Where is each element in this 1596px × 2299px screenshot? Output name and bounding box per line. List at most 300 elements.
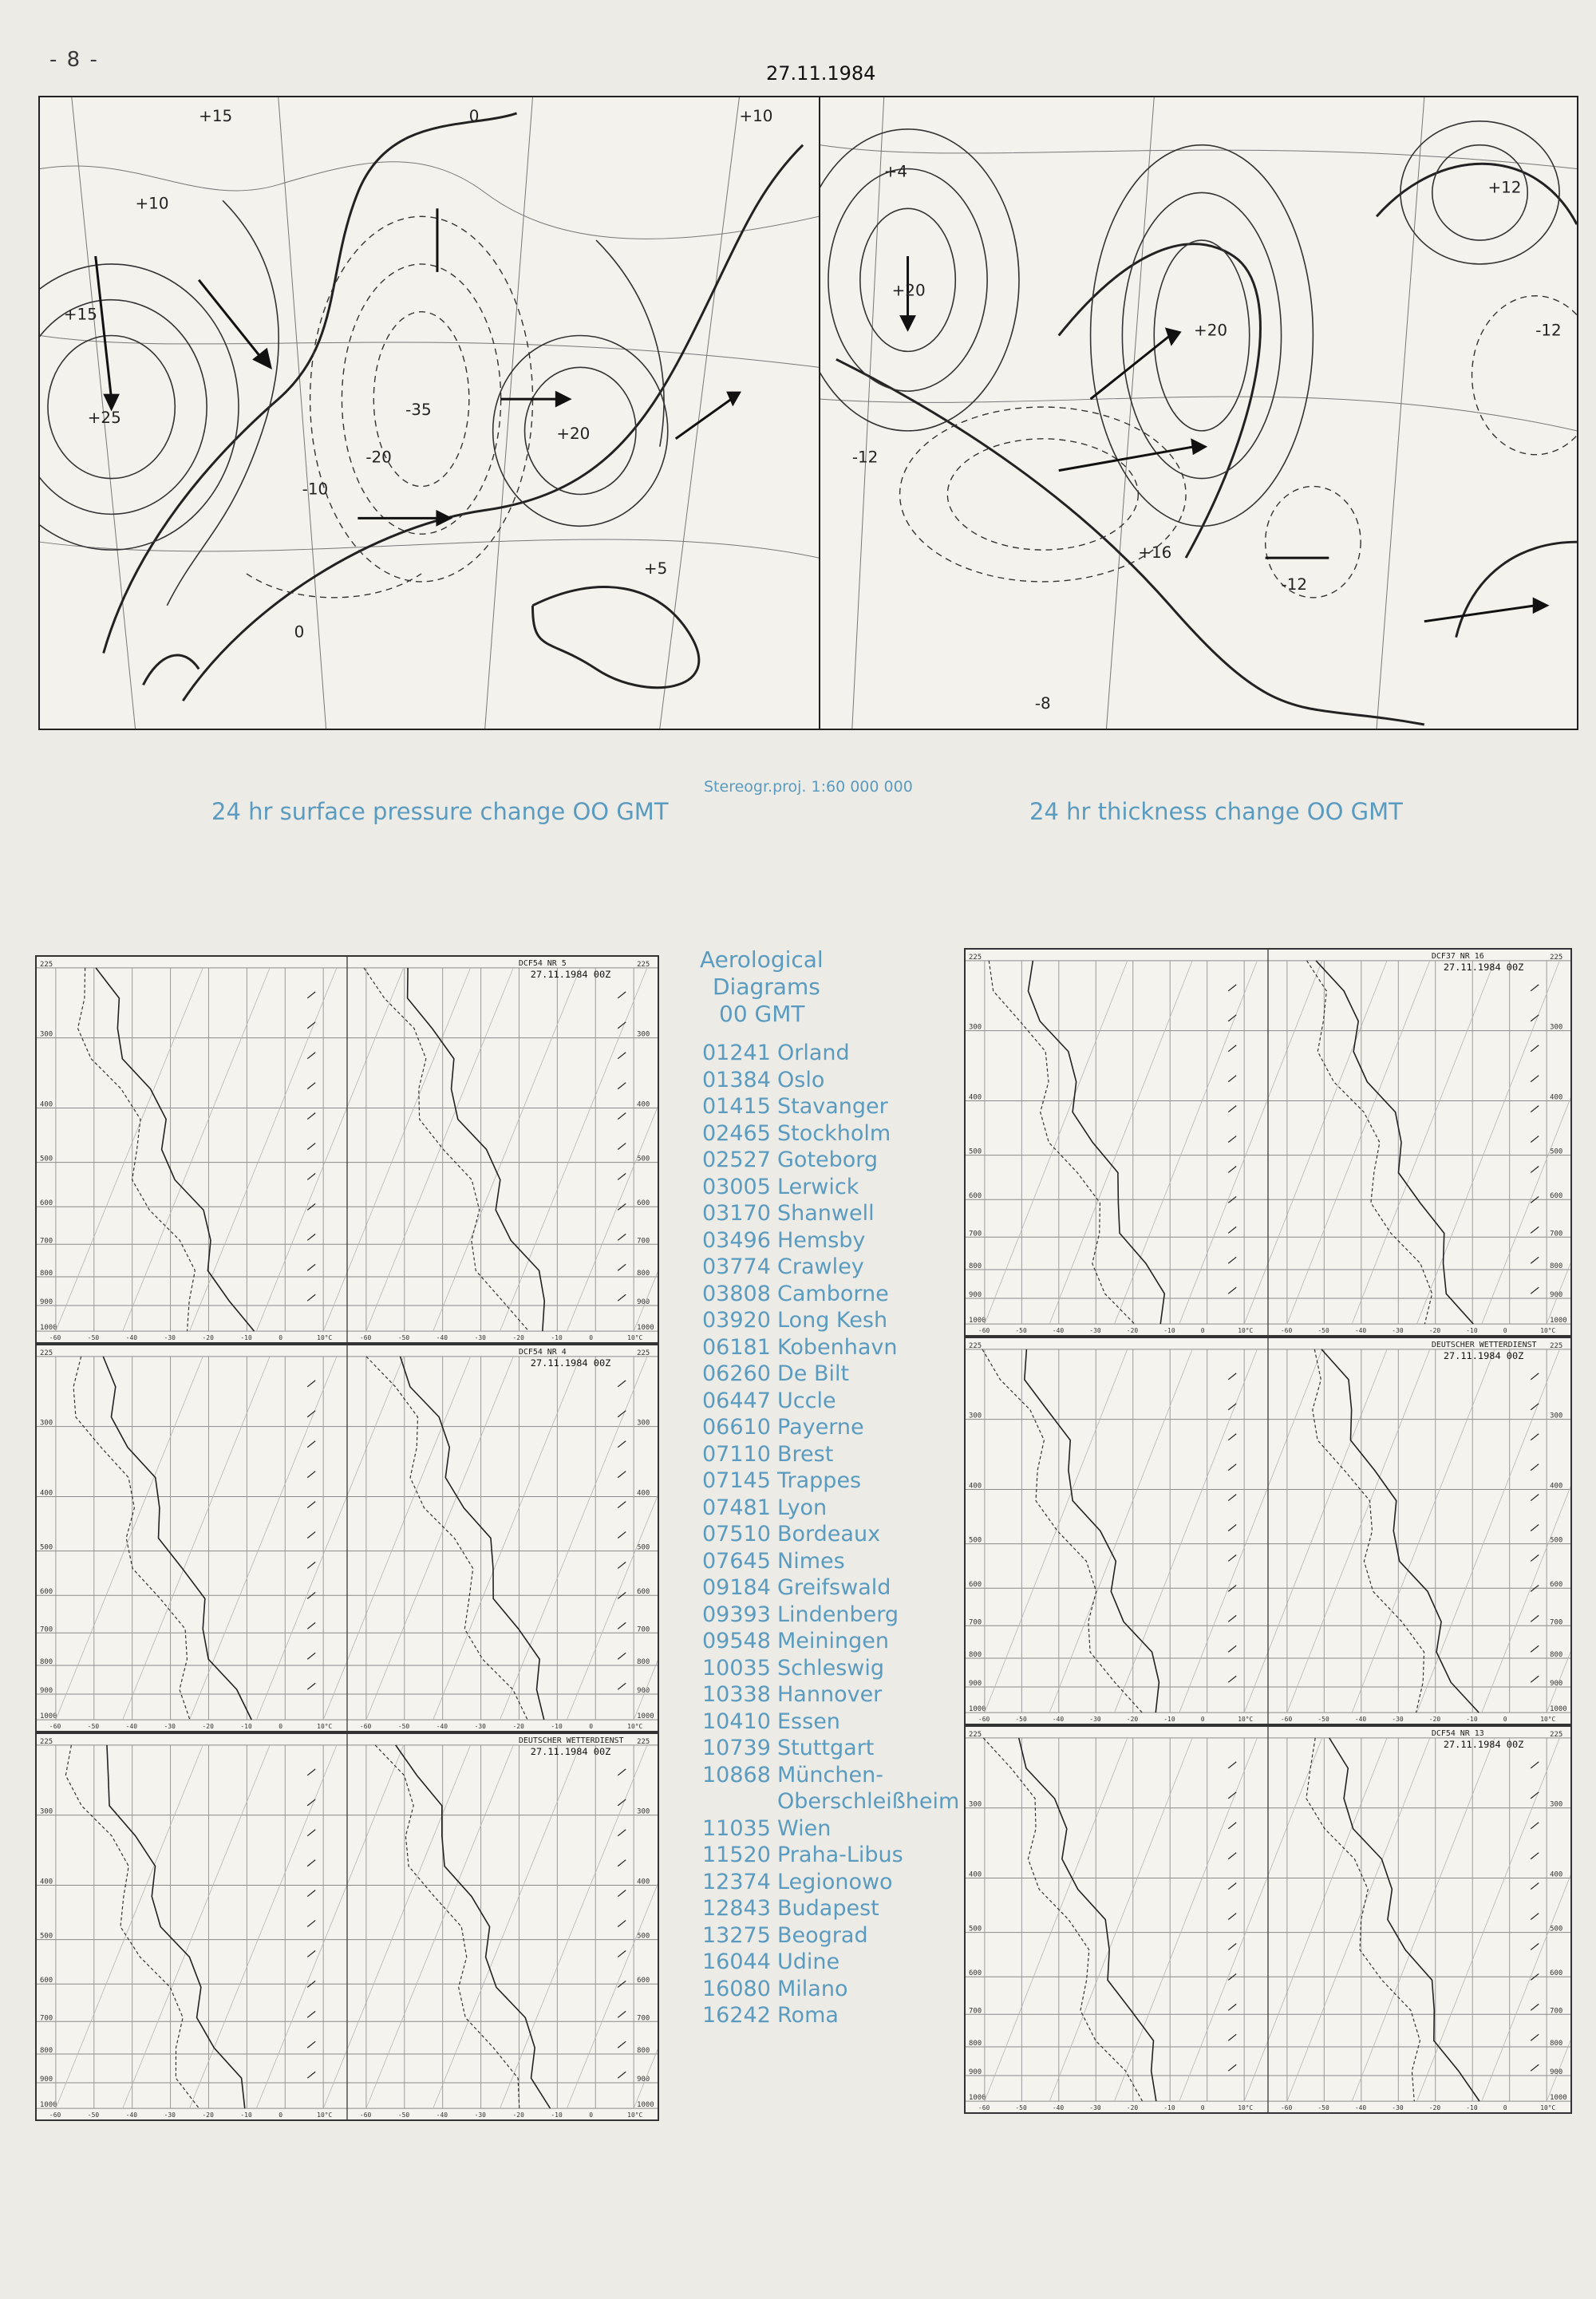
temperature-label: 10°C: [1238, 1327, 1254, 1335]
wind-barb: [307, 1022, 315, 1029]
wind-barb: [307, 1799, 315, 1806]
pressure-label: 225: [39, 960, 53, 969]
station-code: 11035: [702, 1815, 771, 1841]
pressure-label: 300: [637, 1807, 650, 1816]
pressure-label: 600: [1550, 1581, 1563, 1590]
wind-barb: [307, 1921, 315, 1927]
pressure-label: 225: [637, 1349, 650, 1357]
temperature-label: -40: [1052, 1716, 1065, 1724]
svg-text:+4: +4: [883, 162, 908, 181]
station-row: [702, 1227, 959, 1254]
station-name: Stuttgart: [777, 1736, 875, 1760]
temperature-label: -10: [240, 1334, 252, 1342]
temperature-label: -30: [164, 1723, 176, 1731]
temperature-label: -30: [474, 1723, 486, 1731]
wind-barb: [307, 2072, 315, 2078]
station-name: Camborne: [777, 1281, 889, 1306]
diagram-timestamp: 27.11.1984 00Z: [530, 968, 611, 980]
wind-barb: [1228, 1106, 1236, 1112]
diagram-header: DCF54 NR 4: [518, 1347, 567, 1357]
wind-barb: [307, 2041, 315, 2048]
pressure-label: 600: [1550, 1192, 1563, 1201]
pressure-label: 500: [1550, 1148, 1563, 1156]
svg-text:+20: +20: [891, 281, 926, 300]
pressure-label: 225: [637, 960, 650, 969]
projection-note: Stereogr.proj. 1:60 000 000: [704, 778, 913, 796]
station-name: De Bilt: [777, 1361, 850, 1386]
temperature-label: -50: [1317, 1327, 1329, 1335]
temperature-label: -10: [1466, 1716, 1478, 1724]
station-row: [702, 1040, 959, 1067]
pressure-label: 900: [39, 1686, 53, 1695]
temperature-label: -30: [164, 1334, 176, 1342]
temperature-label: -20: [1126, 1327, 1139, 1335]
wind-barb: [1531, 1167, 1539, 1173]
pressure-label: 500: [968, 1148, 982, 1156]
svg-text:+16: +16: [1138, 543, 1172, 563]
aerological-diagram-L1: [37, 957, 658, 1342]
pressure-label: 500: [968, 1536, 982, 1545]
pressure-label: 500: [39, 1932, 53, 1941]
station-row: [702, 1147, 959, 1174]
pressure-label: 800: [637, 1270, 650, 1278]
wind-barb: [1531, 1762, 1539, 1768]
wind-barb: [1531, 1853, 1539, 1859]
temperature-label: -60: [49, 2111, 61, 2119]
station-name: Schleswig: [777, 1655, 884, 1681]
temperature-label: 0: [279, 2111, 283, 2119]
wind-barb: [1228, 1495, 1236, 1501]
temperature-label: -50: [1015, 1716, 1027, 1724]
wind-barb: [1531, 1404, 1539, 1410]
pressure-label: 1000: [1550, 2094, 1567, 2103]
wind-barb: [1228, 1167, 1236, 1173]
diagram-timestamp: 27.11.1984 00Z: [1443, 1349, 1524, 1361]
wind-barb: [1228, 1076, 1236, 1082]
svg-text:0: 0: [468, 106, 480, 125]
pressure-label: 600: [39, 1588, 53, 1597]
station-row: [702, 1708, 959, 1736]
station-row: [702, 1414, 959, 1441]
svg-text:-20: -20: [365, 448, 392, 467]
pressure-label: 1000: [637, 1324, 654, 1333]
wind-barb: [1531, 1792, 1539, 1799]
wind-barb: [1531, 2004, 1539, 2010]
wind-barb: [1228, 1676, 1236, 1682]
wind-barb: [307, 1830, 315, 1836]
wind-barb: [618, 1471, 626, 1478]
diagram-header: DEUTSCHER WETTERDIENST: [518, 1736, 624, 1745]
wind-barb: [1228, 1015, 1236, 1021]
pressure-label: 225: [968, 1730, 982, 1739]
pressure-label: 400: [637, 1100, 650, 1109]
temperature-label: 0: [1200, 1327, 1205, 1335]
temperature-label: -50: [397, 1334, 410, 1342]
wind-barb: [618, 1799, 626, 1806]
pressure-label: 700: [39, 1625, 53, 1634]
pressure-label: 400: [39, 1878, 53, 1886]
station-code: 10338: [702, 1682, 771, 1707]
temperature-label: 10°C: [1540, 2104, 1556, 2112]
wind-barb: [307, 1951, 315, 1957]
pressure-label: 1000: [1550, 1705, 1567, 1714]
pressure-label: 700: [39, 2014, 53, 2023]
station-code: 10410: [702, 1708, 771, 1734]
wind-barb: [1531, 1645, 1539, 1652]
pressure-label: 300: [1550, 1800, 1563, 1809]
temperature-label: -40: [1052, 1327, 1065, 1335]
station-name: München-: [777, 1762, 883, 1787]
pressure-label: 500: [1550, 1925, 1563, 1934]
diagram-header: DCF54 NR 13: [1431, 1728, 1484, 1738]
wind-barb: [307, 1860, 315, 1866]
station-row: [702, 1895, 959, 1922]
svg-text:-8: -8: [1034, 694, 1051, 713]
pressure-label: 900: [968, 2068, 982, 2076]
temperature-label: -30: [1089, 2104, 1101, 2112]
page-number: - 8 -: [49, 48, 99, 72]
wind-barb: [618, 1830, 626, 1836]
wind-barb: [1228, 1914, 1236, 1920]
station-row: [702, 1762, 959, 1789]
pressure-label: 900: [637, 1686, 650, 1695]
wind-barb: [307, 992, 315, 998]
temperature-label: 0: [1200, 1716, 1205, 1724]
station-code: 07145: [702, 1468, 771, 1493]
station-name: Wien: [777, 1815, 832, 1841]
pressure-label: 300: [637, 1419, 650, 1428]
temperature-label: 10°C: [1540, 1716, 1556, 1724]
station-row: [702, 1922, 959, 1949]
temperature-label: -40: [1354, 2104, 1367, 2112]
wind-barb: [1531, 1045, 1539, 1052]
station-name: Hemsby: [777, 1227, 866, 1253]
svg-text:+20: +20: [1194, 321, 1228, 340]
aerological-diagram-panel: [964, 1337, 1572, 1725]
pressure-label: 1000: [39, 1712, 57, 1721]
wind-barb: [1228, 1792, 1236, 1799]
temperature-label: -60: [978, 1327, 990, 1335]
aerological-diagram-panel: [964, 948, 1572, 1337]
temperature-label: -40: [436, 1334, 448, 1342]
wind-barb: [618, 1083, 626, 1089]
aerological-diagram-R2: [966, 1338, 1570, 1724]
svg-text:-35: -35: [405, 400, 432, 419]
aerological-diagram-R1: [966, 950, 1570, 1335]
pressure-label: 300: [968, 1023, 982, 1032]
pressure-label: 300: [39, 1807, 53, 1816]
station-name: Roma: [777, 2003, 839, 2028]
station-row: [702, 1681, 959, 1708]
wind-barb: [1228, 1045, 1236, 1052]
wind-barb: [1228, 1853, 1236, 1859]
temperature-label: 10°C: [627, 2111, 643, 2119]
temperature-label: -50: [87, 1723, 100, 1731]
wind-barb: [307, 1471, 315, 1478]
wind-barb: [1531, 1823, 1539, 1829]
temperature-label: -20: [1126, 2104, 1139, 2112]
pressure-label: 225: [39, 1349, 53, 1357]
wind-barb: [618, 1769, 626, 1776]
pressure-label: 1000: [39, 1324, 57, 1333]
temperature-label: 10°C: [1540, 1327, 1556, 1335]
temperature-label: -50: [1317, 1716, 1329, 1724]
temperature-label: 0: [589, 2111, 594, 2119]
wind-barb: [618, 1860, 626, 1866]
wind-barb: [1531, 1495, 1539, 1501]
station-name: Crawley: [777, 1254, 864, 1279]
temperature-label: -60: [978, 2104, 990, 2112]
wind-barb: [1531, 1434, 1539, 1440]
pressure-label: 900: [39, 2075, 53, 2084]
wind-barb: [618, 1562, 626, 1569]
wind-barb: [618, 2011, 626, 2017]
pressure-label: 1000: [637, 1712, 654, 1721]
station-row: [702, 1655, 959, 1682]
station-code: 06181: [702, 1334, 771, 1360]
temperature-label: -10: [240, 2111, 252, 2119]
wind-barb: [307, 1411, 315, 1417]
station-row: [702, 1869, 959, 1896]
pressure-label: 225: [39, 1737, 53, 1746]
temperature-label: -20: [1428, 2104, 1441, 2112]
wind-barb: [1228, 1287, 1236, 1294]
wind-barb: [618, 1264, 626, 1270]
temperature-label: -10: [551, 1334, 563, 1342]
wind-barb: [1531, 1914, 1539, 1920]
wind-barb: [1228, 1227, 1236, 1233]
station-row: [702, 1093, 959, 1120]
station-code: 07481: [702, 1495, 771, 1520]
station-code: 12843: [702, 1896, 771, 1921]
station-code: 09548: [702, 1629, 771, 1653]
aerological-diagram-L3: [37, 1734, 658, 2119]
temperature-label: -20: [1428, 1716, 1441, 1724]
station-name: Legionowo: [777, 1869, 893, 1894]
station-row: [702, 1200, 959, 1227]
wind-barb: [307, 1113, 315, 1120]
station-code: 02465: [702, 1120, 771, 1146]
aerological-time: 00 GMT: [719, 1001, 805, 1027]
station-name: Kobenhavn: [777, 1334, 898, 1360]
temperature-label: -60: [1280, 2104, 1293, 2112]
svg-text:+12: +12: [1487, 178, 1522, 197]
diagram-header: DEUTSCHER WETTERDIENST: [1431, 1340, 1537, 1349]
temperature-label: 0: [279, 1723, 283, 1731]
wind-barb: [307, 1769, 315, 1776]
wind-barb: [307, 1622, 315, 1629]
temperature-label: -40: [1354, 1327, 1367, 1335]
pressure-label: 800: [637, 1658, 650, 1667]
wind-barb: [307, 1653, 315, 1659]
temperature-label: -10: [1466, 1327, 1478, 1335]
wind-barb: [1228, 1373, 1236, 1380]
station-code: 03496: [702, 1227, 771, 1253]
pressure-label: 300: [1550, 1412, 1563, 1420]
svg-text:+15: +15: [199, 106, 233, 125]
pressure-label: 1000: [968, 1705, 986, 1714]
pressure-label: 700: [1550, 1230, 1563, 1238]
diagram-timestamp: 27.11.1984 00Z: [1443, 1738, 1524, 1750]
station-row: [702, 1521, 959, 1548]
station-name: Stavanger: [777, 1094, 888, 1119]
svg-text:-10: -10: [302, 480, 329, 499]
station-row: [702, 1495, 959, 1522]
station-name: Lindenberg: [777, 1602, 899, 1627]
temperature-label: -10: [551, 2111, 563, 2119]
wind-barb: [1531, 1015, 1539, 1021]
wind-barb: [307, 2011, 315, 2017]
svg-text:+10: +10: [135, 194, 169, 213]
wind-barb: [1531, 2064, 1539, 2071]
pressure-label: 600: [1550, 1969, 1563, 1978]
temperature-label: -40: [125, 1334, 138, 1342]
left-map-caption: 24 hr surface pressure change OO GMT: [211, 798, 669, 825]
svg-text:+15: +15: [63, 305, 97, 324]
wind-barb: [307, 1532, 315, 1539]
pressure-label: 800: [968, 1651, 982, 1660]
station-code: 12374: [702, 1869, 771, 1894]
pressure-label: 700: [637, 2014, 650, 2023]
pressure-label: 600: [39, 1977, 53, 1985]
station-code: 10035: [702, 1655, 771, 1681]
diagram-timestamp: 27.11.1984 00Z: [530, 1357, 611, 1369]
pressure-label: 400: [39, 1489, 53, 1498]
station-code: 10739: [702, 1736, 771, 1760]
svg-text:+25: +25: [87, 408, 121, 427]
wind-barb: [618, 1022, 626, 1029]
pressure-label: 600: [637, 1199, 650, 1208]
wind-barb: [1531, 1525, 1539, 1531]
pressure-label: 700: [1550, 1618, 1563, 1627]
station-row: [702, 1334, 959, 1361]
wind-barb: [1228, 985, 1236, 991]
pressure-label: 225: [637, 1737, 650, 1746]
pressure-label: 500: [637, 1932, 650, 1941]
station-row: [702, 1602, 959, 1629]
wind-barb: [1531, 985, 1539, 991]
temperature-label: -20: [202, 2111, 214, 2119]
wind-barb: [618, 1381, 626, 1387]
station-name: Nimes: [777, 1548, 845, 1574]
pressure-label: 700: [1550, 2007, 1563, 2016]
station-code: 06447: [702, 1388, 771, 1413]
station-name: Beograd: [777, 1922, 868, 1948]
station-name: Shanwell: [777, 1201, 875, 1226]
pressure-label: 400: [968, 1482, 982, 1491]
station-name: Orland: [777, 1041, 850, 1065]
wind-barb: [1228, 1404, 1236, 1410]
temperature-label: 10°C: [627, 1723, 643, 1731]
station-code: 03005: [702, 1174, 771, 1199]
temperature-label: 10°C: [317, 2111, 333, 2119]
station-name: Lyon: [777, 1495, 828, 1520]
temperature-label: 0: [1503, 1327, 1507, 1335]
aerological-diagram-panel: [35, 1344, 659, 1732]
station-code: 09184: [702, 1575, 771, 1600]
diagram-header: DCF54 NR 5: [518, 958, 567, 968]
station-code: 10868: [702, 1762, 771, 1787]
pressure-label: 300: [39, 1030, 53, 1039]
pressure-label: 800: [968, 2040, 982, 2048]
station-code: 07110: [702, 1441, 771, 1467]
station-code: 06260: [702, 1361, 771, 1386]
station-name: Long Kesh: [777, 1308, 888, 1333]
pressure-label: 400: [1550, 1482, 1563, 1491]
pressure-label: 600: [968, 1969, 982, 1978]
temperature-label: -20: [202, 1334, 214, 1342]
station-row: [702, 1307, 959, 1334]
aerological-title: Aerological: [700, 946, 824, 973]
pressure-label: 1000: [968, 2094, 986, 2103]
wind-barb: [307, 1234, 315, 1240]
aerological-diagram-L2: [37, 1345, 658, 1731]
svg-text:-12: -12: [851, 448, 879, 467]
temperature-label: 10°C: [317, 1723, 333, 1731]
wind-barb: [1531, 1373, 1539, 1380]
wind-barb: [1228, 1615, 1236, 1622]
station-row: [702, 1254, 959, 1281]
station-code: 09393: [702, 1602, 771, 1627]
temperature-label: -60: [1280, 1716, 1293, 1724]
temperature-label: -30: [1392, 2104, 1404, 2112]
wind-barb: [1228, 1257, 1236, 1263]
station-name: Trappes: [777, 1468, 862, 1493]
temperature-label: -40: [1052, 2104, 1065, 2112]
temperature-label: -40: [125, 1723, 138, 1731]
wind-barb: [618, 1683, 626, 1689]
pressure-label: 500: [637, 1155, 650, 1163]
pressure-label: 500: [1550, 1536, 1563, 1545]
wind-barb: [618, 1053, 626, 1059]
temperature-label: -10: [1163, 2104, 1175, 2112]
wind-barb: [307, 1502, 315, 1508]
station-name: Hannover: [777, 1682, 883, 1707]
temperature-label: -30: [1392, 1716, 1404, 1724]
pressure-label: 900: [968, 1679, 982, 1688]
wind-barb: [618, 1951, 626, 1957]
wind-barb: [1228, 2004, 1236, 2010]
station-name: Meiningen: [777, 1629, 889, 1653]
temperature-label: -30: [164, 2111, 176, 2119]
pressure-label: 400: [637, 1489, 650, 1498]
pressure-label: 700: [968, 1618, 982, 1627]
temperature-label: 0: [1503, 1716, 1507, 1724]
aerological-heading: [700, 946, 824, 1028]
wind-barb: [307, 1294, 315, 1301]
station-row: [702, 1467, 959, 1495]
pressure-label: 500: [39, 1155, 53, 1163]
pressure-label: 1000: [1550, 1317, 1567, 1325]
wind-barb: [618, 1890, 626, 1897]
wind-barb: [307, 1683, 315, 1689]
station-row: [702, 1949, 959, 1976]
wind-barb: [618, 2041, 626, 2048]
station-name: Uccle: [777, 1388, 836, 1413]
thickness-isolines: [820, 97, 1577, 729]
temperature-label: -60: [359, 1723, 372, 1731]
station-name: Stockholm: [777, 1120, 891, 1146]
station-row: [702, 1548, 959, 1575]
wind-barb: [1531, 1944, 1539, 1950]
pressure-label: 700: [637, 1237, 650, 1246]
temperature-label: -60: [49, 1723, 61, 1731]
temperature-label: -50: [87, 1334, 100, 1342]
surface-pressure-isolines: [40, 97, 819, 729]
temperature-label: -50: [87, 2111, 100, 2119]
wind-barb: [1531, 1555, 1539, 1562]
temperature-label: 10°C: [1238, 2104, 1254, 2112]
